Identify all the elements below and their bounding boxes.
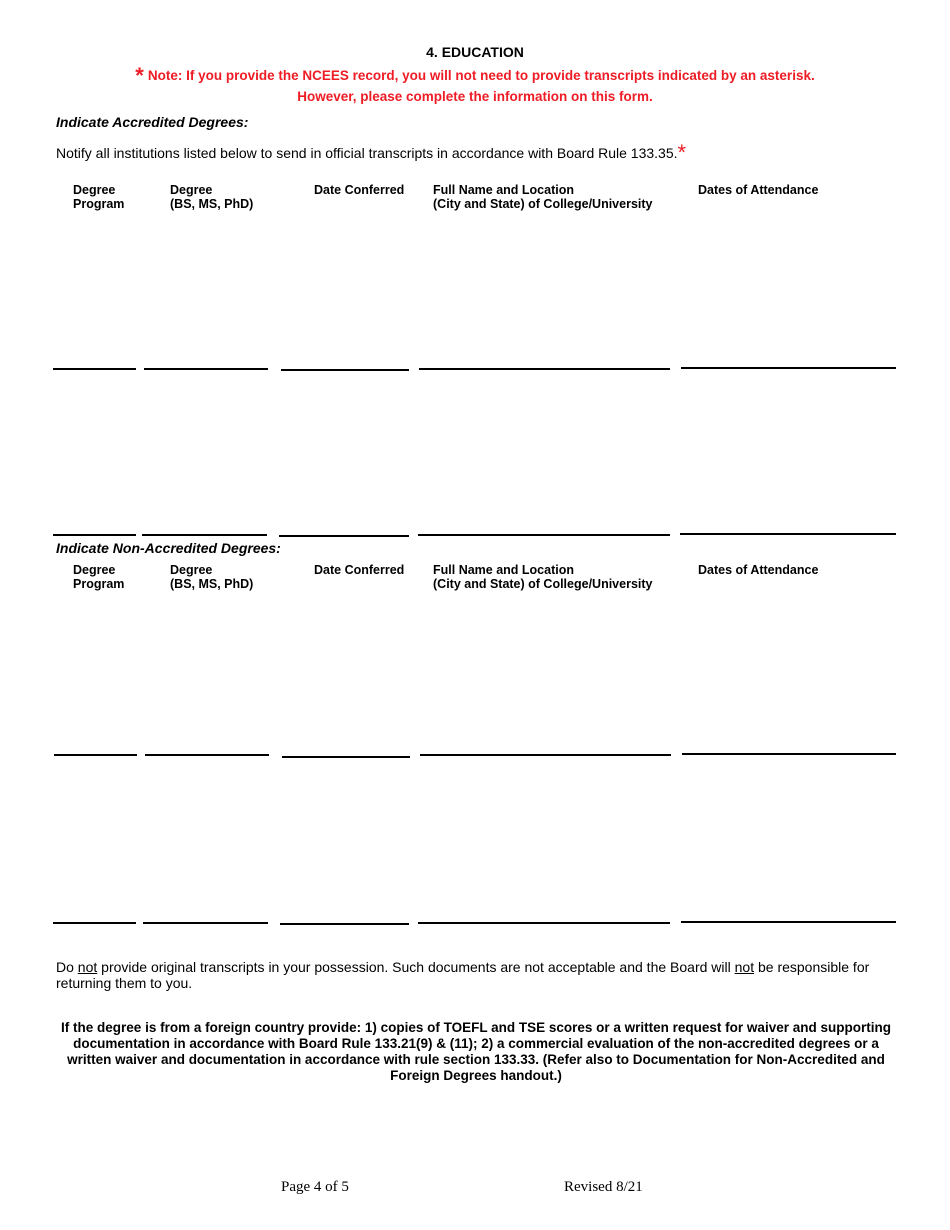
ncees-note: [0, 63, 950, 89]
accredited-row2-date-conferred-field[interactable]: [279, 535, 409, 537]
accredited-row2-institution-field[interactable]: [418, 534, 670, 536]
accredited-row1-date-conferred-field[interactable]: [281, 369, 409, 371]
accredited-row2-degree-program-field[interactable]: [53, 534, 136, 536]
col-degree-program: Degree Program: [73, 183, 125, 211]
col-degree: Degree (BS, MS, PhD): [170, 183, 254, 211]
accredited-row2-dates-attendance-field[interactable]: [680, 533, 896, 535]
non-accredited-row1-institution-field[interactable]: [420, 754, 671, 756]
col-dates-attendance: Dates of Attendance: [698, 183, 819, 197]
non-accredited-row1-dates-attendance-field[interactable]: [682, 753, 896, 755]
ncees-note-continued: However, please complete the information on this form.: [297, 89, 653, 104]
accredited-row1-degree-field[interactable]: [144, 368, 268, 370]
non-accredited-row2-dates-attendance-field[interactable]: [681, 921, 896, 923]
page-number: Page 4 of 5: [281, 1179, 349, 1195]
col-date-conferred: Date Conferred: [314, 183, 405, 197]
non-accredited-row2-date-conferred-field[interactable]: [280, 923, 409, 925]
notify-text: Notify all institutions listed below to send in official transcripts in accordance with Board Rule 133.35.: [56, 145, 678, 161]
col-full-name-location: Full Name and Location (City and State) of College/University: [433, 563, 653, 591]
col-degree: Degree (BS, MS, PhD): [170, 563, 254, 591]
accredited-row1-institution-field[interactable]: [419, 368, 670, 370]
asterisk-icon: *: [677, 140, 687, 165]
non-accredited-row1-degree-program-field[interactable]: [54, 754, 137, 756]
non-accredited-row1-date-conferred-field[interactable]: [282, 756, 410, 758]
non-accredited-row2-institution-field[interactable]: [418, 922, 670, 924]
non-accredited-row2-degree-field[interactable]: [143, 922, 268, 924]
foreign-degree-notice: If the degree is from a foreign country provide: 1) copies of TOEFL and TSE scores or a written request for waiver and supporting documentation in accordance with Board Rule 133.21(9) & (11); 2) a commercial evaluation of the non-accredited degrees or a written waiver and documentation in accordance with rule section 133.33. (Refer also to Documentation for Non-Accredited and Foreign Degrees handout.): [61, 1020, 891, 1083]
non-accredited-heading: Indicate Non-Accredited Degrees:: [56, 540, 281, 556]
non-accredited-row1-degree-field[interactable]: [145, 754, 269, 756]
col-full-name-location: Full Name and Location (City and State) of College/University: [433, 183, 653, 211]
col-degree-program: Degree Program: [73, 563, 125, 591]
notify-instructions: [56, 140, 686, 166]
section-title: 4. EDUCATION: [426, 44, 524, 60]
accredited-row2-degree-field[interactable]: [142, 534, 267, 536]
accredited-row1-degree-program-field[interactable]: [53, 368, 136, 370]
accredited-heading: Indicate Accredited Degrees:: [56, 114, 249, 130]
col-date-conferred: Date Conferred: [314, 563, 405, 577]
non-accredited-row2-degree-program-field[interactable]: [53, 922, 136, 924]
col-dates-attendance: Dates of Attendance: [698, 563, 819, 577]
asterisk-icon: *: [135, 63, 144, 88]
accredited-row1-dates-attendance-field[interactable]: [681, 367, 896, 369]
transcripts-notice: Do not provide original transcripts in your possession. Such documents are not acceptable and the Board will not be responsible for returning them to you.: [56, 959, 870, 991]
revision-date: Revised 8/21: [564, 1179, 643, 1195]
ncees-note-text: Note: If you provide the NCEES record, you will not need to provide transcripts indicated by an asterisk.: [147, 68, 815, 83]
